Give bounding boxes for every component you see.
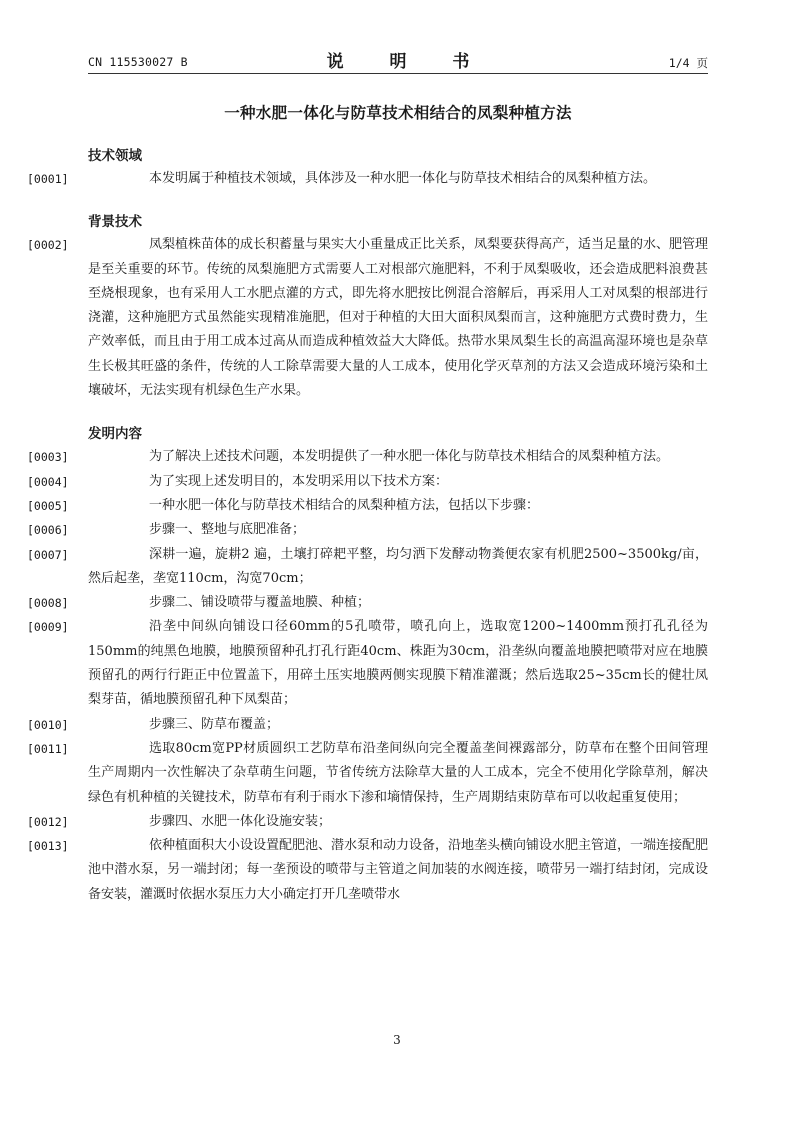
section [27,423,709,907]
paragraph-text: 为了实现上述发明目的，本发明采用以下技术方案： [149,473,449,489]
paragraph-number: [0008] [27,596,69,611]
paragraph-text: 步骤二、铺设喷带与覆盖地膜、种植； [149,595,371,611]
paragraph [27,834,709,907]
page-number: 3 [393,1033,401,1047]
section-heading: 发明内容 [88,426,142,443]
paragraph [27,615,708,712]
paragraph [27,494,708,518]
paragraph [27,591,708,615]
paragraph-number: [0003] [27,450,69,465]
document-body [27,145,709,927]
document-type: 说 明 书 [326,52,490,72]
paragraph-text: 选取80cm宽PP材质圆织工艺防草布沿垄间纵向完全覆盖垄间裸露部分，防草布在整个田间管理生产周期内一次性解决了杂草萌生问题，节省传统方法除草大量的人工成本，完全不使用化学除草剂，解决绿色有机种植的关键技术，防草布有利于雨水下渗和墒情保持，生产周期结束防草布可以收起重复使用； [88,740,708,805]
paragraph-text: 一种水肥一体化与防草技术相结合的凤梨种植方法，包括以下步骤： [149,497,540,513]
document-title: 一种水肥一体化与防草技术相结合的凤梨种植方法 [224,104,572,122]
paragraph-number: [0010] [27,717,69,732]
publication-number: CN 115530027 B [88,55,188,69]
section-heading: 技术领域 [88,148,142,164]
section-heading: 背景技术 [88,214,142,231]
paragraph-number: [0001] [27,172,69,186]
page-header [88,45,708,74]
paragraph-number: [0011] [27,741,69,756]
section [27,145,708,191]
section [27,211,709,403]
paragraph [27,445,708,469]
page-indicator: 1/4 页 [668,56,708,70]
paragraph [27,167,708,191]
paragraph-number: [0005] [27,498,69,513]
paragraph-text: 依种植面积大小设设置配肥池、潜水泵和动力设备，沿地垄头横向铺设水肥主管道，一端连接配肥池中潜水泵，另一端封闭；每一垄预设的喷带与主管道之间加装的水阀连接，喷带另一端打结封闭，完成设备安装，灌溉时依据水泵压力大小确定打开几垄喷带水 [88,838,709,902]
paragraph-number: [0007] [27,547,69,562]
paragraph-number: [0009] [27,620,69,635]
paragraph-text: 本发明属于种植技术领域，具体涉及一种水肥一体化与防草技术相结合的凤梨种植方法。 [149,171,657,186]
paragraph [27,543,708,592]
paragraph [27,233,709,403]
paragraph-text: 步骤三、防草布覆盖； [149,716,280,732]
paragraph-number: [0012] [27,814,69,829]
paragraph [27,810,708,834]
paragraph-text: 深耕一遍，旋耕2 遍，土壤打碎耙平整，均匀洒下发酵动物粪便农家有机肥2500~3500kg/亩，然后起垄，垄宽110cm，沟宽70cm； [88,546,708,586]
paragraph [27,470,708,494]
paragraph-text: 步骤四、水肥一体化设施安装； [149,813,332,829]
paragraph [27,737,708,810]
paragraph-text: 为了解决上述技术问题，本发明提供了一种水肥一体化与防草技术相结合的凤梨种植方法。 [149,449,670,465]
paragraph-number: [0006] [27,523,69,538]
paragraph [27,713,708,737]
paragraph-text: 凤梨植株苗体的成长积蓄量与果实大小重量成正比关系，凤梨要获得高产，适当足量的水、肥管理是至关重要的环节。传统的凤梨施肥方式需要人工对根部穴施肥料，不利于凤梨吸收，还会造成肥料浪费甚至烧根现象，也有采用人工水肥点灌的方式，即先将水肥按比例混合溶解后，再采用人工对凤梨的根部进行浇灌，这种施肥方式虽然能实现精准施肥，但对于种植的大田大面积凤梨而言，这种施肥方式费时费力，生产效率低，而且由于用工成本过高从而造成种植效益大大降低。热带水果凤梨生长的高温高湿环境也是杂草生长极其旺盛的条件，传统的人工除草需要大量的人工成本，使用化学灭草剂的方法又会造成环境污染和土壤破坏，无法实现有机绿色生产水果。 [88,237,709,399]
paragraph-text: 沿垄中间纵向铺设口径60mm的5孔喷带，喷孔向上，选取宽1200~1400mm预打孔孔径为150mm的纯黑色地膜，地膜预留种孔打孔行距40cm、株距为30cm，沿垄纵向覆盖地膜把喷带对应在地膜预留孔的两行行距正中位置盖下，用碎土压实地膜两侧实现膜下精准灌溉；然后选取25~35cm长的健壮凤梨芽苗，循地膜预留孔种下凤梨苗； [88,619,708,708]
paragraph [27,518,708,542]
paragraph-number: [0002] [27,238,69,253]
paragraph-number: [0004] [27,474,69,489]
paragraph-number: [0013] [27,839,69,854]
paragraph-text: 步骤一、整地与底肥准备； [149,522,306,538]
